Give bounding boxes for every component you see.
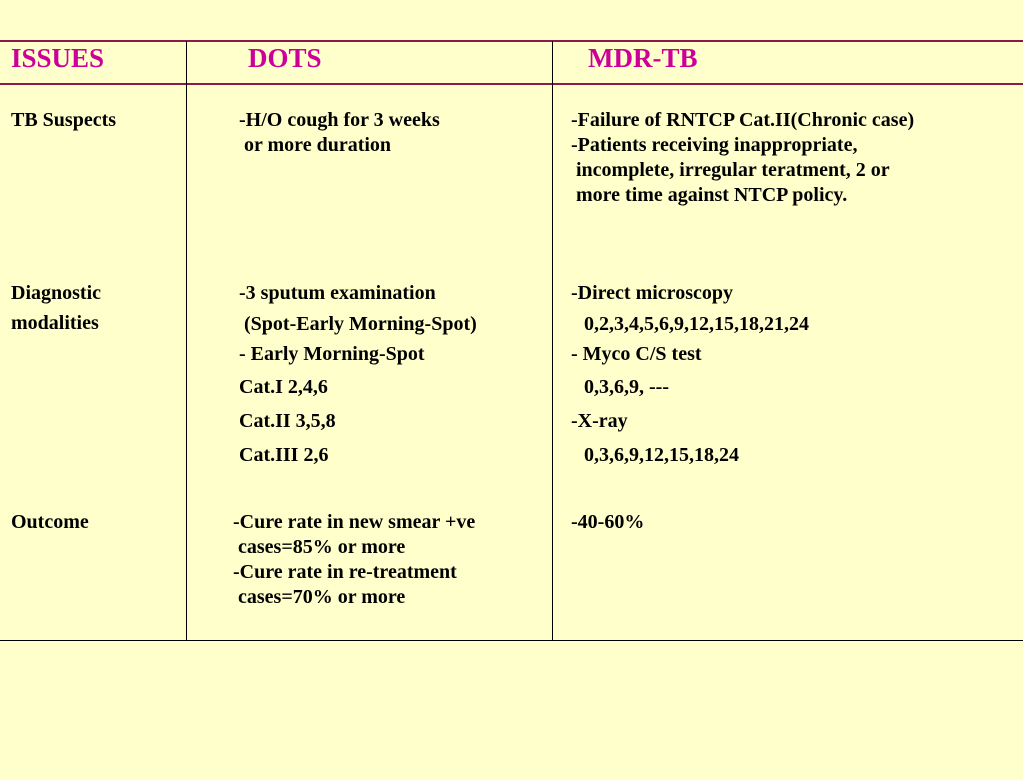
row-label-tb-suspects: TB Suspects: [11, 109, 117, 131]
tb-suspects-mdr-line: -Patients receiving inappropriate,: [571, 134, 858, 156]
diagnostic-mdr-line: 0,3,6,9,12,15,18,24: [584, 444, 739, 466]
outcome-mdr-line: -40-60%: [571, 511, 645, 533]
diagnostic-dots-line: - Early Morning-Spot: [239, 343, 425, 365]
diagnostic-dots-line: Cat.III 2,6: [239, 444, 329, 466]
diagnostic-mdr-line: -X-ray: [571, 410, 628, 432]
outcome-dots-line: -Cure rate in re-treatment: [233, 561, 457, 583]
column-divider-2: [552, 41, 553, 641]
table-top-rule: [0, 40, 1023, 42]
tb-suspects-mdr-line: incomplete, irregular teratment, 2 or: [571, 159, 890, 181]
header-issues: ISSUES: [11, 43, 105, 73]
diagnostic-mdr-line: -Direct microscopy: [571, 282, 733, 304]
column-divider-1: [186, 41, 187, 641]
tb-suspects-dots-line: or more duration: [239, 134, 392, 156]
outcome-dots-line: cases=85% or more: [233, 536, 406, 558]
diagnostic-mdr-line: 0,3,6,9, ---: [584, 376, 669, 398]
diagnostic-dots-line: (Spot-Early Morning-Spot): [239, 313, 477, 335]
outcome-dots-line: -Cure rate in new smear +ve: [233, 511, 476, 533]
tb-suspects-dots-line: -H/O cough for 3 weeks: [239, 109, 440, 131]
row-label-outcome: Outcome: [11, 511, 89, 533]
header-mdr-tb: MDR-TB: [588, 43, 698, 73]
diagnostic-dots-line: Cat.I 2,4,6: [239, 376, 328, 398]
diagnostic-mdr-line: - Myco C/S test: [571, 343, 702, 365]
diagnostic-dots-line: Cat.II 3,5,8: [239, 410, 336, 432]
tb-suspects-mdr-line: more time against NTCP policy.: [571, 184, 848, 206]
diagnostic-dots-line: -3 sputum examination: [239, 282, 436, 304]
header-bottom-rule: [0, 83, 1023, 85]
diagnostic-mdr-line: 0,2,3,4,5,6,9,12,15,18,21,24: [584, 313, 809, 335]
row-label-diagnostic: Diagnostic: [11, 282, 101, 304]
header-dots: DOTS: [248, 43, 322, 73]
row-label-modalities: modalities: [11, 312, 99, 334]
outcome-dots-line: cases=70% or more: [233, 586, 406, 608]
tb-suspects-mdr-line: -Failure of RNTCP Cat.II(Chronic case): [571, 109, 915, 131]
table-bottom-rule: [0, 640, 1023, 641]
